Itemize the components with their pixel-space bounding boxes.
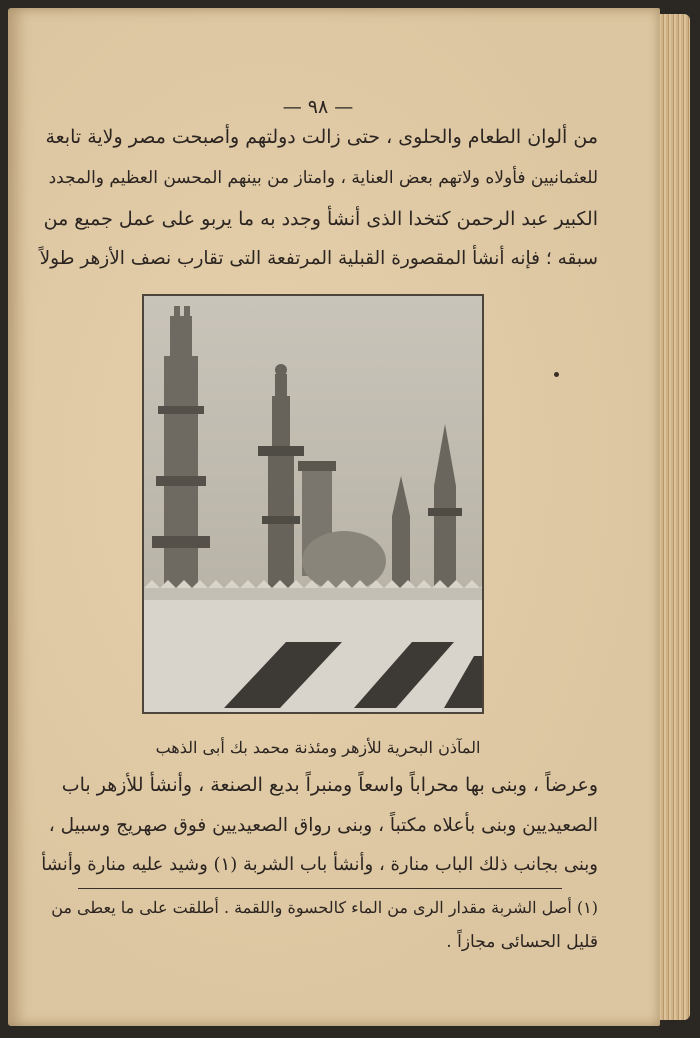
body-line: الصعيديين وبنى بأعلاه مكتباً ، وبنى رواق الصعيديين فوق صهريج وسبيل ، [48, 815, 598, 836]
body-line: وبنى بجانب ذلك الباب منارة ، وأنشأ باب الشربة (١) وشيد عليه منارة وأنشأ [41, 854, 598, 875]
mosque-photograph [142, 294, 484, 714]
body-line: وعرضاً ، وبنى بها محراباً واسعاً ومنبراً بديع الصنعة ، وأنشأ للأزهر باب [61, 774, 598, 796]
footnote-line: (١) أصل الشربة مقدار الرى من الماء كالحسوة واللقمة . أطلقت على ما يعطى من [51, 898, 598, 917]
book-page-edges [656, 14, 690, 1020]
footnote-line: قليل الحسائى مجازاً . [446, 932, 598, 952]
body-line: للعثمانيين فأولاه ولاتهم بعض العناية ، وامتاز من بينهم المحسن العظيم والمجدد [48, 168, 598, 188]
footnote-divider [78, 888, 562, 889]
ink-spot [554, 372, 559, 377]
figure-caption: المآذن البحرية للأزهر ومئذنة محمد بك أبى الذهب [155, 738, 481, 757]
body-line: الكبير عبد الرحمن كتخدا الذى أنشأ وجدد به ما يربو على عمل جميع من [43, 208, 598, 230]
body-line: من ألوان الطعام والحلوى ، حتى زالت دولتهم وأصبحت مصر ولاية تابعة [45, 126, 598, 148]
book-page [8, 8, 660, 1026]
page-number: — ٩٨ — [282, 96, 354, 118]
body-line: سبقه ؛ فإنه أنشأ المقصورة القبلية المرتفعة التى تقارب نصف الأزهر طولاً [39, 248, 598, 269]
